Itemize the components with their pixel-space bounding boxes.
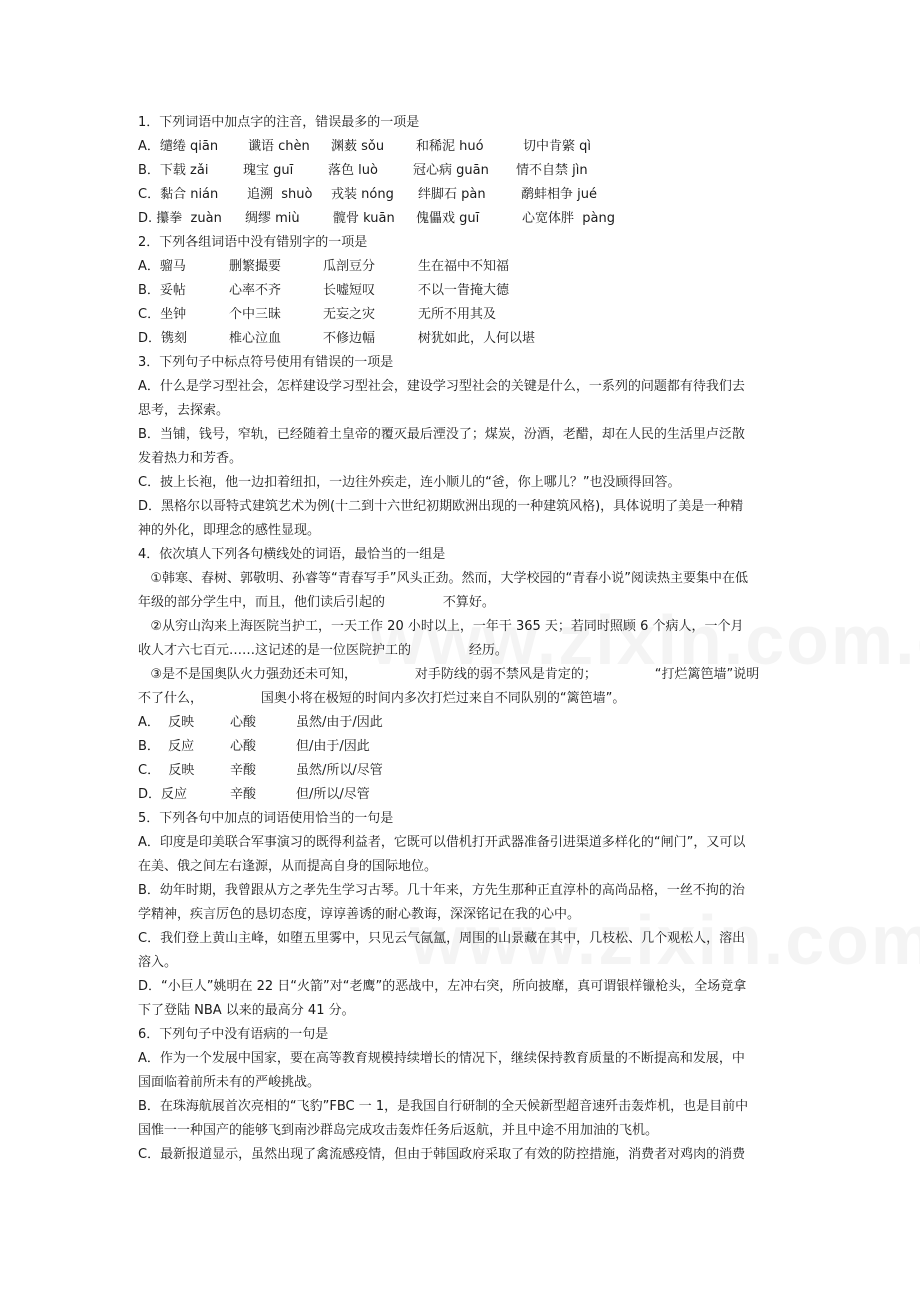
option-c-item: 追溯 shuò bbox=[247, 187, 313, 202]
question-4-text-line: 不了什么， 国奥小将在极短的时间内多次打烂过来自不同队别的“篱笆墙”。 bbox=[138, 691, 626, 706]
option-b-item: 但/由于/因此 bbox=[296, 739, 370, 754]
question-5-text-line: D．“小巨人”姚明在 22 日“火箭”对“老鹰”的恶战中，左冲右突，所向披靡，真可谓银样镴枪头，全场竟拿 bbox=[138, 979, 747, 994]
option-c-item: C．坐钟 bbox=[138, 307, 187, 322]
question-5-text-line: B．幼年时期，我曾跟从方之孝先生学习古琴。几十年来，方先生那种正直淳朴的高尚品格，一丝不拘的治 bbox=[138, 883, 745, 898]
option-b-item: 长嘘短叹 bbox=[323, 283, 376, 298]
option-a-item: A．骝马 bbox=[138, 259, 186, 274]
question-6-text-line: B．在珠海航展首次亮相的“飞豹”FBC 一 1，是我国自行研制的全天候新型超音速歼击轰炸机，也是目前中 bbox=[138, 1099, 749, 1114]
question-6-text-line: 国惟一一种国产的能够飞到南沙群岛完成攻击轰炸任务后返航，并且中途不用加油的飞机。 bbox=[138, 1123, 659, 1138]
question-5-text-line: A．印度是印美联合军事演习的既得利益者，它既可以借机打开武器准备引进渠道多样化的“闸门”，又可以 bbox=[138, 835, 746, 850]
question-5-stem: 5．下列各句中加点的词语使用恰当的一句是 bbox=[138, 811, 394, 826]
option-b-item: B．妥帖 bbox=[138, 283, 186, 298]
question-6-stem: 6．下列句子中没有语病的一句是 bbox=[138, 1027, 329, 1042]
option-d-item: 心宽体胖 pàng bbox=[522, 211, 615, 226]
option-a-item: 渊薮 sǒu bbox=[331, 139, 385, 154]
question-4-stem: 4．依次填人下列各句横线处的词语，最恰当的一组是 bbox=[138, 547, 446, 562]
option-c-item: 无妄之灾 bbox=[323, 307, 376, 322]
question-5-text-line: 溶入。 bbox=[138, 955, 178, 970]
option-a-item: 心酸 bbox=[230, 715, 257, 730]
question-3-text-line: 思考，去探索。 bbox=[138, 403, 230, 418]
question-5-text-line: 下了登陆 NBA 以来的最高分 41 分。 bbox=[138, 1003, 355, 1018]
option-b-item: 落色 luò bbox=[328, 163, 378, 178]
question-6-text-line: C．最新报道显示，虽然出现了禽流感疫情，但由于韩国政府采取了有效的防控措施，消费者对鸡肉的消费 bbox=[138, 1147, 746, 1162]
option-b-item: B．下载 zǎi bbox=[138, 163, 209, 178]
option-b-item: 情不自禁 jìn bbox=[516, 163, 588, 178]
option-c-item: 绊脚石 pàn bbox=[418, 187, 486, 202]
question-3-text-line: 发着热力和芳香。 bbox=[138, 451, 243, 466]
option-b-item: 心率不齐 bbox=[229, 283, 282, 298]
question-3-text-line: D．黑格尔以哥特式建筑艺术为例(十二到十六世纪初期欧洲出现的一种建筑风格)，具体说明了美是一种精 bbox=[138, 499, 744, 514]
option-a-item: A．缱绻 qiān bbox=[138, 139, 219, 154]
option-a-item: A． 反映 bbox=[138, 715, 195, 730]
option-c-item: 虽然/所以/尽管 bbox=[296, 763, 383, 778]
option-a-item: 谶语 chèn bbox=[248, 139, 310, 154]
option-a-item: 生在福中不知福 bbox=[418, 259, 510, 274]
question-3-text-line: A．什么是学习型社会，怎样建设学习型社会，建设学习型社会的关键是什么，一系列的问题都有待我们去 bbox=[138, 379, 745, 394]
option-a-item: 切中肯綮 qì bbox=[523, 139, 591, 154]
option-c-item: C．黏合 nián bbox=[138, 187, 219, 202]
question-5-text-line: 在美、俄之间左右逢源，从而提高自身的国际地位。 bbox=[138, 859, 438, 874]
question-3-text-line: B．当铺，钱号，窄轨，已经随着土皇帝的覆灭最后湮没了；煤炭，汾酒，老醋，却在人民的生活里卢泛散 bbox=[138, 427, 745, 442]
option-d-item: D．反应 bbox=[138, 787, 188, 802]
option-b-item: 冠心病 guān bbox=[413, 163, 489, 178]
question-3-text-line: C．披上长袍，他一边扣着纽扣，一边往外疾走，连小顺儿的“爸，你上哪儿？”也没顾得回答。 bbox=[138, 475, 681, 490]
option-a-item: 和稀泥 huó bbox=[416, 139, 484, 154]
option-d-item: 不修边幅 bbox=[323, 331, 376, 346]
option-d-item: 但/所以/尽管 bbox=[296, 787, 370, 802]
question-5-text-line: C．我们登上黄山主峰，如堕五里雾中，只见云气氤氲，周围的山景藏在其中，几枝松、几个观松人，溶出 bbox=[138, 931, 746, 946]
option-d-item: 傀儡戏 guī bbox=[416, 211, 480, 226]
question-6-text-line: A．作为一个发展中国家，要在高等教育规模持续增长的情况下，继续保持教育质量的不断提高和发展，中 bbox=[138, 1051, 745, 1066]
question-1-stem: 1．下列词语中加点字的注音，错误最多的一项是 bbox=[138, 115, 420, 130]
question-3-text-line: 神的外化，即理念的感性显现。 bbox=[138, 523, 321, 538]
question-4-text-line: 年级的部分学生中，而且，他们读后引起的 不算好。 bbox=[138, 595, 495, 610]
option-a-item: 瓜剖豆分 bbox=[323, 259, 376, 274]
option-d-item: 椎心泣血 bbox=[229, 331, 282, 346]
option-b-item: B． 反应 bbox=[138, 739, 195, 754]
option-c-item: 戎装 nóng bbox=[331, 187, 394, 202]
option-d-item: 绸缪 miù bbox=[245, 211, 300, 226]
option-c-item: 鹬蚌相争 jué bbox=[521, 187, 597, 202]
question-4-text-line: ③是不是国奥队火力强劲还未可知， 对手防线的弱不禁风是肯定的； “打烂篱笆墙”说明 bbox=[138, 667, 760, 682]
option-b-item: 不以一眚掩大德 bbox=[418, 283, 510, 298]
option-c-item: 个中三昧 bbox=[229, 307, 282, 322]
option-a-item: 虽然/由于/因此 bbox=[296, 715, 383, 730]
option-a-item: 删繁撮要 bbox=[229, 259, 282, 274]
option-b-item: 心酸 bbox=[230, 739, 257, 754]
question-2-stem: 2．下列各组词语中没有错别字的一项是 bbox=[138, 235, 368, 250]
option-c-item: C． 反映 bbox=[138, 763, 195, 778]
question-4-text-line: 收人才六七百元……这记述的是一位医院护工的 经历。 bbox=[138, 643, 508, 658]
question-4-text-line: ②从穷山沟来上海医院当护工，一天工作 20 小时以上，一年干 365 天；若同时照顾 6 个病人，一个月 bbox=[138, 619, 744, 634]
question-3-stem: 3．下列句子中标点符号使用有错误的一项是 bbox=[138, 355, 394, 370]
option-c-item: 无所不用其及 bbox=[418, 307, 497, 322]
option-c-item: 辛酸 bbox=[230, 763, 257, 778]
option-d-item: 髋骨 kuān bbox=[333, 211, 395, 226]
option-d-item: 辛酸 bbox=[230, 787, 257, 802]
question-6-text-line: 国面临着前所未有的严峻挑战。 bbox=[138, 1075, 321, 1090]
option-d-item: D．镌刻 bbox=[138, 331, 188, 346]
question-5-text-line: 学精神，疾言厉色的恳切态度，谆谆善诱的耐心教诲，深深铭记在我的心中。 bbox=[138, 907, 581, 922]
question-4-text-line: ①韩寒、春树、郭敬明、孙睿等“青春写手”风头正劲。然而，大学校园的“青春小说”阅读热主要集中在低 bbox=[138, 571, 748, 586]
option-d-item: 树犹如此，人何以堪 bbox=[418, 331, 536, 346]
option-b-item: 瑰宝 guī bbox=[243, 163, 294, 178]
option-d-item: D. 攥拳 zuàn bbox=[138, 211, 222, 226]
